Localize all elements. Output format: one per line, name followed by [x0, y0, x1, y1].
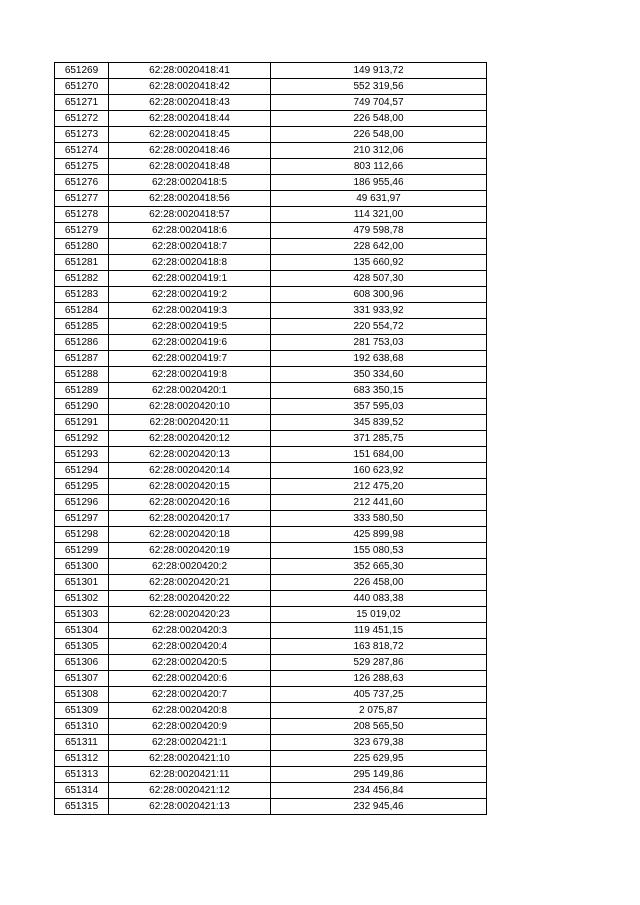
table-row: [55, 287, 487, 303]
row-id-cell: 651304: [55, 623, 109, 639]
cadastral-number-cell: 62:28:0020420:17: [109, 511, 271, 527]
table-row: [55, 623, 487, 639]
table-row: [55, 303, 487, 319]
row-id-cell: 651307: [55, 671, 109, 687]
table-row: [55, 703, 487, 719]
row-id-cell: 651310: [55, 719, 109, 735]
cadastral-number-cell: 62:28:0020420:22: [109, 591, 271, 607]
row-id-cell: 651300: [55, 559, 109, 575]
table-row: [55, 255, 487, 271]
value-cell: 352 665,30: [271, 559, 487, 575]
table-row: [55, 399, 487, 415]
cadastral-number-cell: 62:28:0020418:8: [109, 255, 271, 271]
table-row: [55, 95, 487, 111]
table-row: [55, 575, 487, 591]
row-id-cell: 651285: [55, 319, 109, 335]
table-row: [55, 559, 487, 575]
value-cell: 192 638,68: [271, 351, 487, 367]
value-cell: 749 704,57: [271, 95, 487, 111]
value-cell: 371 285,75: [271, 431, 487, 447]
cadastral-number-cell: 62:28:0020420:15: [109, 479, 271, 495]
value-cell: 210 312,06: [271, 143, 487, 159]
cadastral-number-cell: 62:28:0020420:16: [109, 495, 271, 511]
cadastral-number-cell: 62:28:0020419:1: [109, 271, 271, 287]
value-cell: 225 629,95: [271, 751, 487, 767]
value-cell: 186 955,46: [271, 175, 487, 191]
value-cell: 234 456,84: [271, 783, 487, 799]
value-cell: 119 451,15: [271, 623, 487, 639]
row-id-cell: 651314: [55, 783, 109, 799]
cadastral-number-cell: 62:28:0020421:1: [109, 735, 271, 751]
table-row: [55, 783, 487, 799]
cadastral-number-cell: 62:28:0020420:5: [109, 655, 271, 671]
row-id-cell: 651298: [55, 527, 109, 543]
table-row: [55, 799, 487, 815]
cadastral-number-cell: 62:28:0020418:6: [109, 223, 271, 239]
value-cell: 345 839,52: [271, 415, 487, 431]
value-cell: 212 475,20: [271, 479, 487, 495]
value-cell: 149 913,72: [271, 63, 487, 79]
value-cell: 683 350,15: [271, 383, 487, 399]
value-cell: 608 300,96: [271, 287, 487, 303]
table-row: [55, 223, 487, 239]
table-row: [55, 207, 487, 223]
table-row: [55, 735, 487, 751]
value-cell: 226 548,00: [271, 111, 487, 127]
cadastral-number-cell: 62:28:0020420:23: [109, 607, 271, 623]
cadastral-number-cell: 62:28:0020419:2: [109, 287, 271, 303]
table-row: [55, 431, 487, 447]
row-id-cell: 651275: [55, 159, 109, 175]
row-id-cell: 651274: [55, 143, 109, 159]
value-cell: 333 580,50: [271, 511, 487, 527]
cadastral-number-cell: 62:28:0020420:9: [109, 719, 271, 735]
value-cell: 212 441,60: [271, 495, 487, 511]
value-cell: 228 642,00: [271, 239, 487, 255]
value-cell: 114 321,00: [271, 207, 487, 223]
table-row: [55, 719, 487, 735]
table-row: [55, 111, 487, 127]
value-cell: 405 737,25: [271, 687, 487, 703]
cadastral-number-cell: 62:28:0020418:56: [109, 191, 271, 207]
row-id-cell: 651283: [55, 287, 109, 303]
cadastral-number-cell: 62:28:0020420:2: [109, 559, 271, 575]
cadastral-number-cell: 62:28:0020420:6: [109, 671, 271, 687]
cadastral-number-cell: 62:28:0020419:3: [109, 303, 271, 319]
row-id-cell: 651295: [55, 479, 109, 495]
cadastral-number-cell: 62:28:0020421:10: [109, 751, 271, 767]
row-id-cell: 651292: [55, 431, 109, 447]
row-id-cell: 651282: [55, 271, 109, 287]
value-cell: 428 507,30: [271, 271, 487, 287]
table-row: [55, 79, 487, 95]
row-id-cell: 651306: [55, 655, 109, 671]
table-row: [55, 271, 487, 287]
value-cell: 2 075,87: [271, 703, 487, 719]
table-row: [55, 335, 487, 351]
table-row: [55, 671, 487, 687]
value-cell: 226 548,00: [271, 127, 487, 143]
table-row: [55, 351, 487, 367]
value-cell: 160 623,92: [271, 463, 487, 479]
table-row: [55, 655, 487, 671]
cadastral-number-cell: 62:28:0020420:12: [109, 431, 271, 447]
row-id-cell: 651279: [55, 223, 109, 239]
cadastral-number-cell: 62:28:0020418:45: [109, 127, 271, 143]
cadastral-number-cell: 62:28:0020418:46: [109, 143, 271, 159]
cadastral-number-cell: 62:28:0020419:8: [109, 367, 271, 383]
table-row: [55, 239, 487, 255]
table-row: [55, 495, 487, 511]
table-row: [55, 143, 487, 159]
row-id-cell: 651272: [55, 111, 109, 127]
value-cell: 155 080,53: [271, 543, 487, 559]
row-id-cell: 651287: [55, 351, 109, 367]
value-cell: 232 945,46: [271, 799, 487, 815]
table-row: [55, 415, 487, 431]
row-id-cell: 651302: [55, 591, 109, 607]
cadastral-number-cell: 62:28:0020420:4: [109, 639, 271, 655]
cadastral-number-cell: 62:28:0020420:11: [109, 415, 271, 431]
row-id-cell: 651313: [55, 767, 109, 783]
value-cell: 803 112,66: [271, 159, 487, 175]
table-row: [55, 607, 487, 623]
cadastral-number-cell: 62:28:0020418:42: [109, 79, 271, 95]
value-cell: 15 019,02: [271, 607, 487, 623]
cadastral-number-cell: 62:28:0020418:57: [109, 207, 271, 223]
cadastral-number-cell: 62:28:0020419:5: [109, 319, 271, 335]
table-row: [55, 367, 487, 383]
table-row: [55, 511, 487, 527]
table-row: [55, 383, 487, 399]
value-cell: 135 660,92: [271, 255, 487, 271]
value-cell: 281 753,03: [271, 335, 487, 351]
row-id-cell: 651286: [55, 335, 109, 351]
table-row: [55, 127, 487, 143]
data-table: [54, 62, 487, 815]
cadastral-number-cell: 62:28:0020420:21: [109, 575, 271, 591]
table-row: [55, 527, 487, 543]
cadastral-number-cell: 62:28:0020420:8: [109, 703, 271, 719]
cadastral-number-cell: 62:28:0020418:44: [109, 111, 271, 127]
cadastral-number-cell: 62:28:0020420:14: [109, 463, 271, 479]
value-cell: 163 818,72: [271, 639, 487, 655]
table-row: [55, 751, 487, 767]
cadastral-number-cell: 62:28:0020420:1: [109, 383, 271, 399]
row-id-cell: 651309: [55, 703, 109, 719]
table-row: [55, 639, 487, 655]
value-cell: 552 319,56: [271, 79, 487, 95]
table-row: [55, 479, 487, 495]
cadastral-number-cell: 62:28:0020421:13: [109, 799, 271, 815]
cadastral-number-cell: 62:28:0020421:11: [109, 767, 271, 783]
value-cell: 208 565,50: [271, 719, 487, 735]
table-row: [55, 463, 487, 479]
row-id-cell: 651294: [55, 463, 109, 479]
row-id-cell: 651276: [55, 175, 109, 191]
row-id-cell: 651289: [55, 383, 109, 399]
row-id-cell: 651288: [55, 367, 109, 383]
value-cell: 323 679,38: [271, 735, 487, 751]
table-row: [55, 191, 487, 207]
table-row: [55, 447, 487, 463]
row-id-cell: 651297: [55, 511, 109, 527]
value-cell: 425 899,98: [271, 527, 487, 543]
row-id-cell: 651315: [55, 799, 109, 815]
table-body: [55, 63, 487, 815]
row-id-cell: 651312: [55, 751, 109, 767]
value-cell: 331 933,92: [271, 303, 487, 319]
row-id-cell: 651311: [55, 735, 109, 751]
table-row: [55, 63, 487, 79]
value-cell: 479 598,78: [271, 223, 487, 239]
row-id-cell: 651280: [55, 239, 109, 255]
cadastral-number-cell: 62:28:0020420:3: [109, 623, 271, 639]
cadastral-number-cell: 62:28:0020419:7: [109, 351, 271, 367]
cadastral-number-cell: 62:28:0020418:41: [109, 63, 271, 79]
table-row: [55, 767, 487, 783]
row-id-cell: 651299: [55, 543, 109, 559]
cadastral-number-cell: 62:28:0020418:5: [109, 175, 271, 191]
table-row: [55, 175, 487, 191]
value-cell: 295 149,86: [271, 767, 487, 783]
value-cell: 226 458,00: [271, 575, 487, 591]
row-id-cell: 651296: [55, 495, 109, 511]
row-id-cell: 651277: [55, 191, 109, 207]
value-cell: 126 288,63: [271, 671, 487, 687]
row-id-cell: 651271: [55, 95, 109, 111]
cadastral-number-cell: 62:28:0020421:12: [109, 783, 271, 799]
row-id-cell: 651293: [55, 447, 109, 463]
cadastral-number-cell: 62:28:0020420:19: [109, 543, 271, 559]
row-id-cell: 651278: [55, 207, 109, 223]
value-cell: 529 287,86: [271, 655, 487, 671]
row-id-cell: 651284: [55, 303, 109, 319]
row-id-cell: 651273: [55, 127, 109, 143]
cadastral-number-cell: 62:28:0020420:13: [109, 447, 271, 463]
table-row: [55, 543, 487, 559]
cadastral-number-cell: 62:28:0020418:43: [109, 95, 271, 111]
row-id-cell: 651303: [55, 607, 109, 623]
cadastral-number-cell: 62:28:0020420:7: [109, 687, 271, 703]
cadastral-number-cell: 62:28:0020419:6: [109, 335, 271, 351]
value-cell: 357 595,03: [271, 399, 487, 415]
cadastral-number-cell: 62:28:0020418:48: [109, 159, 271, 175]
table-row: [55, 319, 487, 335]
value-cell: 49 631,97: [271, 191, 487, 207]
table-row: [55, 687, 487, 703]
row-id-cell: 651305: [55, 639, 109, 655]
value-cell: 440 083,38: [271, 591, 487, 607]
table-row: [55, 591, 487, 607]
table-row: [55, 159, 487, 175]
cadastral-number-cell: 62:28:0020420:10: [109, 399, 271, 415]
cadastral-number-cell: 62:28:0020420:18: [109, 527, 271, 543]
value-cell: 151 684,00: [271, 447, 487, 463]
cadastral-number-cell: 62:28:0020418:7: [109, 239, 271, 255]
row-id-cell: 651290: [55, 399, 109, 415]
value-cell: 220 554,72: [271, 319, 487, 335]
row-id-cell: 651301: [55, 575, 109, 591]
row-id-cell: 651308: [55, 687, 109, 703]
row-id-cell: 651281: [55, 255, 109, 271]
value-cell: 350 334,60: [271, 367, 487, 383]
row-id-cell: 651270: [55, 79, 109, 95]
row-id-cell: 651291: [55, 415, 109, 431]
row-id-cell: 651269: [55, 63, 109, 79]
